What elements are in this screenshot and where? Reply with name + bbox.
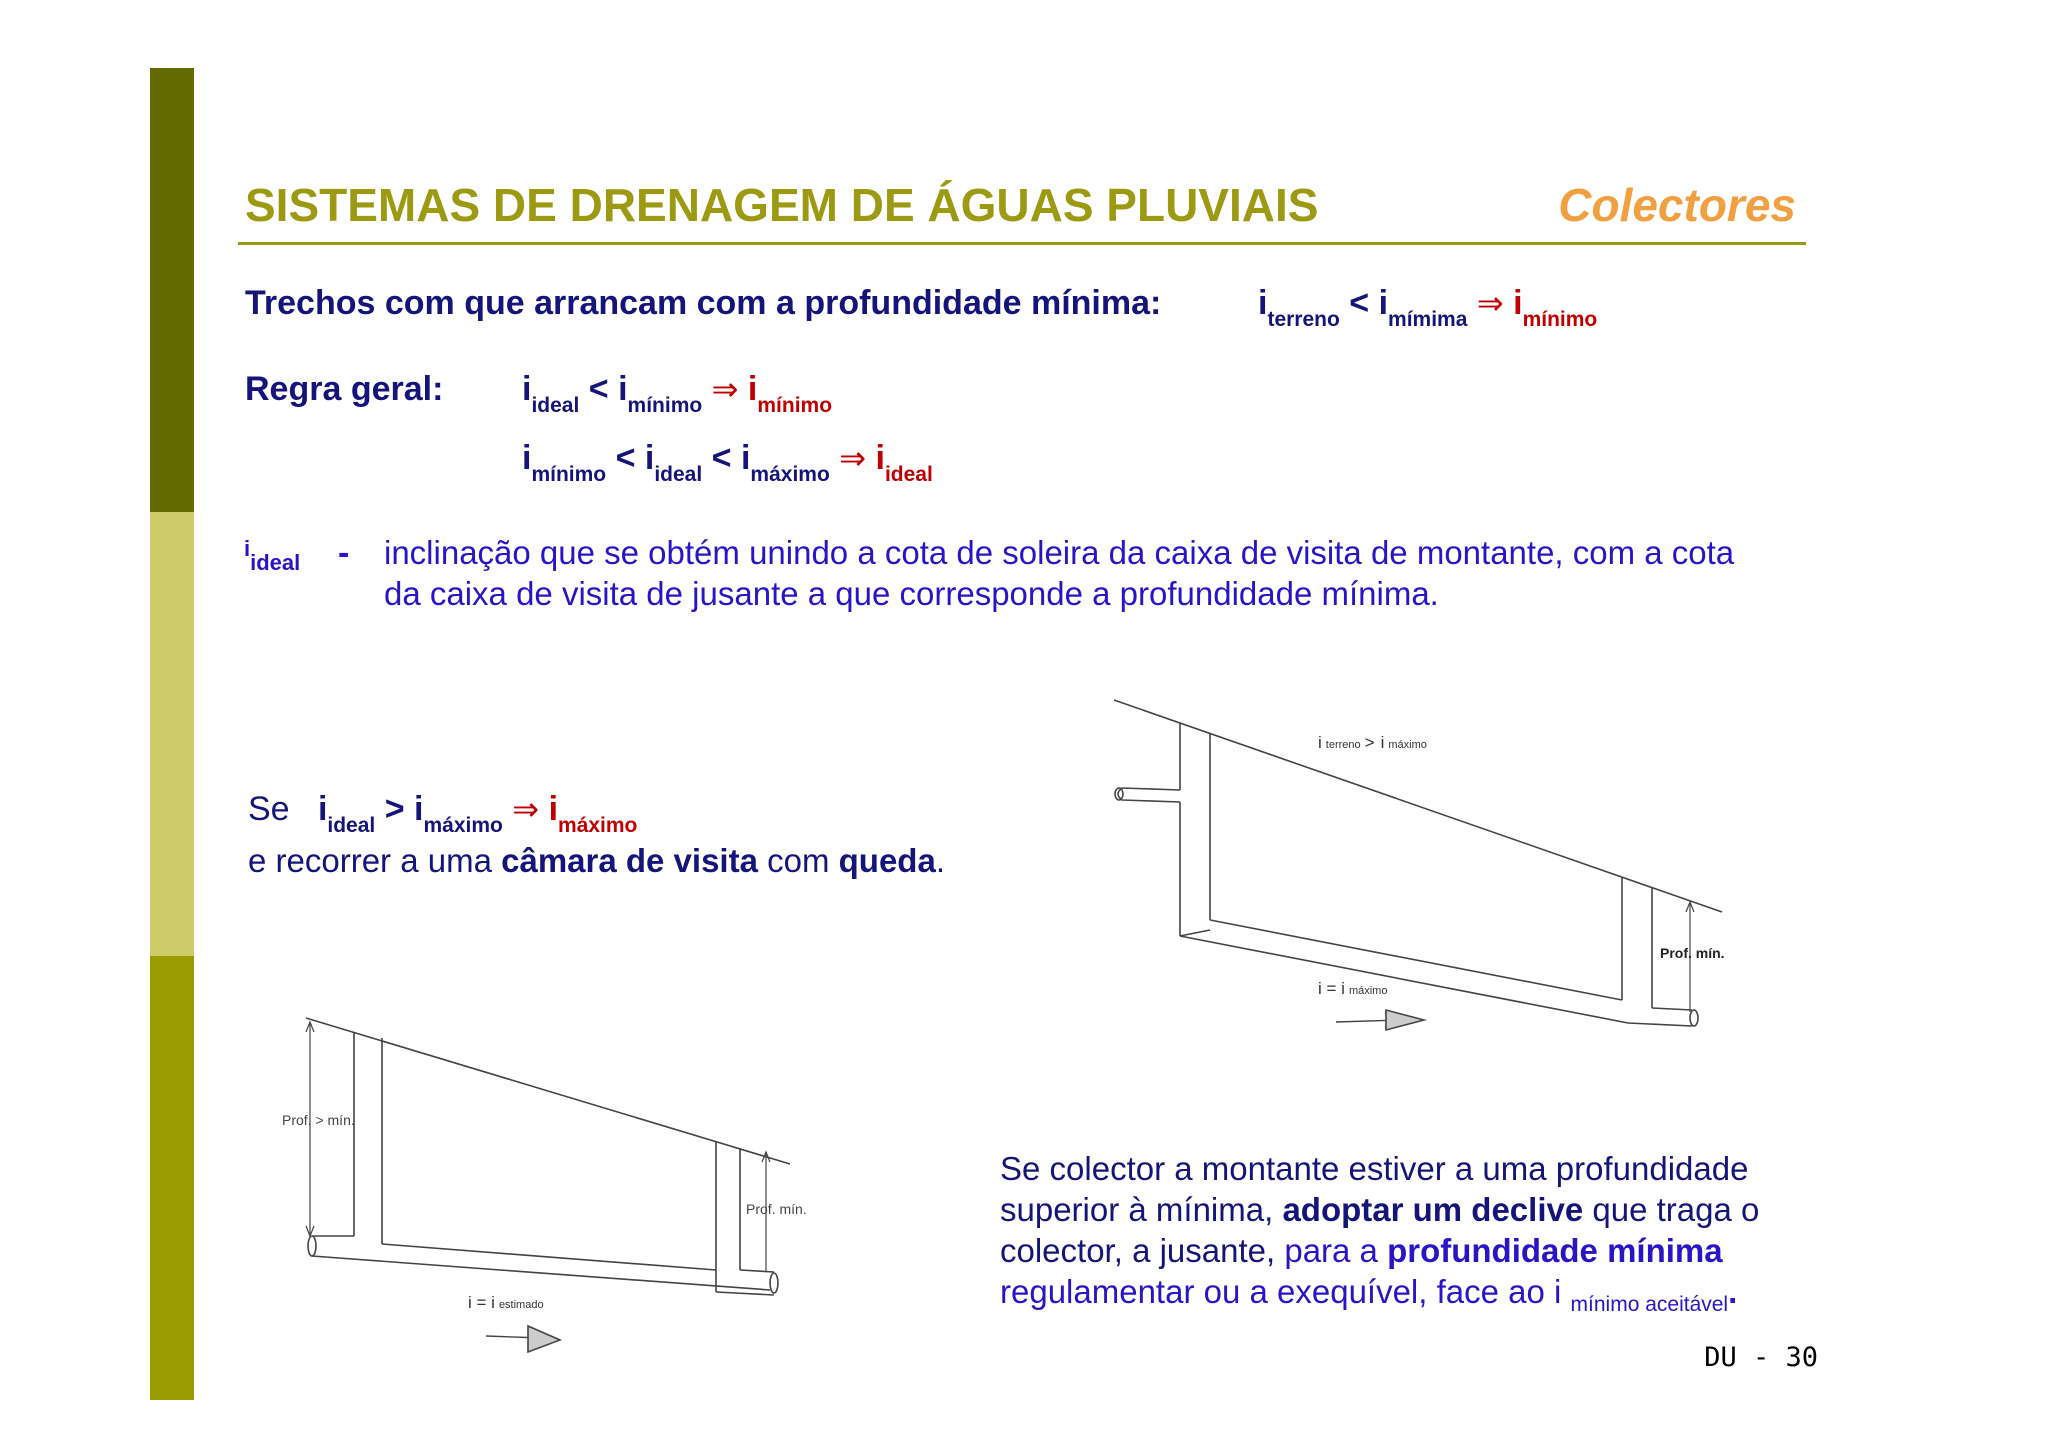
- regra-label: Regra geral:: [245, 370, 444, 408]
- trechos-label: Trechos com que arrancam com a profundidade mínima:: [245, 284, 1162, 322]
- diagram-left: [270, 1000, 830, 1380]
- slide-subtitle: Colectores: [1558, 179, 1796, 231]
- side-bar-mid: [150, 956, 194, 1400]
- page-number: DU - 30: [1704, 1342, 1818, 1373]
- svg-text:Prof. mín.: Prof. mín.: [746, 1201, 807, 1217]
- se-line2: e recorrer a uma câmara de visita com queda.: [248, 842, 945, 879]
- definition-symbol: $i_{ideal}$: [244, 536, 301, 575]
- svg-text:Prof. mín.: Prof. mín.: [1660, 945, 1725, 961]
- definition-dash: -: [338, 534, 350, 572]
- trechos-formula: $i_{terreno} < i_{mímima}$ ⇒ $i_{mínimo}$: [1258, 284, 1598, 331]
- definition-text: inclinação que se obtém unindo a cota de soleira da caixa de visita de montante, com a cota da caixa de visita de jusante a que corresponde a profundidade mínima.: [384, 534, 1735, 612]
- bottom-right-text: Se colector a montante estiver a uma profundidade superior à mínima, adoptar um declive que traga o colector, a jusante, para a profundidade mínima regulamentar ou a exequível, face ao i $_{mínimo aceitável}$.: [1000, 1150, 1760, 1316]
- diagram-right: [1100, 690, 1760, 1050]
- se-formula: Se $i_{ideal} > i_{máximo}$ ⇒ $i_{máximo}$: [248, 790, 638, 837]
- svg-text:iterreno>imáximo: iterreno > i máximo: [1318, 733, 1427, 752]
- side-bar-dark: [150, 68, 194, 512]
- slide-title: SISTEMAS DE DRENAGEM DE ÁGUAS PLUVIAIS: [245, 179, 1319, 231]
- side-bar-light: [150, 512, 194, 956]
- title-underline: [238, 242, 1806, 245]
- regra-formula-2: $i_{mínimo} < i_{ideal} < i_{máximo}$ ⇒ $i_{ideal}$: [522, 439, 933, 486]
- svg-text:Prof. > mín.: Prof. > mín.: [282, 1112, 355, 1128]
- svg-text:i = iestimado: i = i estimado: [468, 1293, 544, 1312]
- regra-formula-1: $i_{ideal} < i_{mínimo}$ ⇒ $i_{mínimo}$: [522, 370, 833, 417]
- svg-text:i = imáximo: i = i máximo: [1318, 979, 1388, 998]
